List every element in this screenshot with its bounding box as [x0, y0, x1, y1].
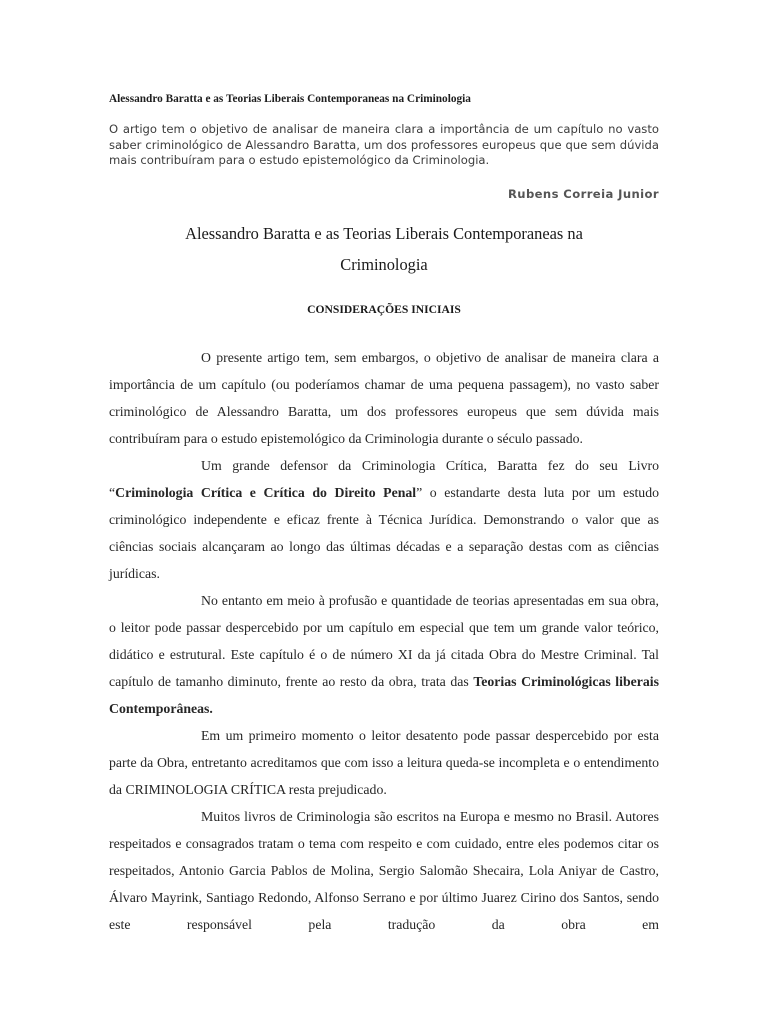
- article-title: [109, 218, 659, 280]
- article-title-line-1: Alessandro Baratta e as Teorias Liberais Contemporaneas na: [185, 224, 583, 243]
- document-header-title: Alessandro Baratta e as Teorias Liberais Contemporaneas na Criminologia: [109, 93, 471, 105]
- abstract-text: O artigo tem o objetivo de analisar de maneira clara a importância de um capítulo no vasto saber criminológico de Alessandro Baratta, um dos professores europeus que que sem dúvida mais contribuíram para o estudo epistemológico da Criminologia.: [109, 122, 659, 167]
- paragraph-1: O presente artigo tem, sem embargos, o objetivo de analisar de maneira clara a importância de um capítulo (ou poderíamos chamar de uma pequena passagem), no vasto saber criminológico de Alessandro Baratta, um dos professores europeus que sem dúvida mais contribuíram para o estudo epistemológico da Criminologia durante o século passado.: [109, 350, 659, 446]
- paragraph-2: [109, 452, 659, 587]
- chapter-title-emphasis: Teorias Criminológicas liberais Contemporâneas.: [109, 674, 659, 716]
- article-title-line-2: Criminologia: [340, 255, 428, 274]
- paragraph-3-text: No entanto em meio à profusão e quantidade de teorias apresentadas em sua obra, o leitor pode passar despercebido por um capítulo em especial que tem um grande valor teórico, didático e estrutural. Este capítulo é o de número XI da já citada Obra do Mestre Criminal. Tal capítulo de tamanho diminuto, frente ao resto da obra, trata das: [109, 593, 659, 689]
- book-title-emphasis: Criminologia Crítica e Crítica do Direito Penal: [115, 485, 417, 500]
- paragraph-4: Em um primeiro momento o leitor desatento pode passar despercebido por esta parte da Obra, entretanto acreditamos que com isso a leitura queda-se incompleta e o entendimento da CRIMINOLOGIA CRÍTICA resta prejudicado.: [109, 728, 659, 797]
- paragraph-2-text-end: ” o estandarte desta luta por um estudo criminológico independente e eficaz frente à Técnica Jurídica. Demonstrando o valor que as ciências sociais alcançaram ao longo das últimas décadas e a separação destas com as ciências jurídicas.: [109, 485, 660, 581]
- article-body: [109, 344, 659, 938]
- paragraph-2-text-start: Um grande defensor da Criminologia Crítica, Baratta fez do seu Livro “: [109, 458, 659, 500]
- author-name: Rubens Correia Junior: [507, 187, 659, 201]
- paragraph-3: [109, 587, 659, 722]
- paragraph-5: Muitos livros de Criminologia são escritos na Europa e mesmo no Brasil. Autores respeitados e consagrados tratam o tema com respeito e com cuidado, entre eles podemos citar os respeitados, Antonio Garcia Pablos de Molina, Sergio Salomão Shecaira, Lola Aniyar de Castro, Álvaro Mayrink, Santiago Redondo, Alfonso Serrano e por último Juarez Cirino dos Santos, sendo este responsável pela tradução da obra em: [109, 809, 659, 932]
- section-heading: CONSIDERAÇÕES INICIAIS: [307, 303, 461, 316]
